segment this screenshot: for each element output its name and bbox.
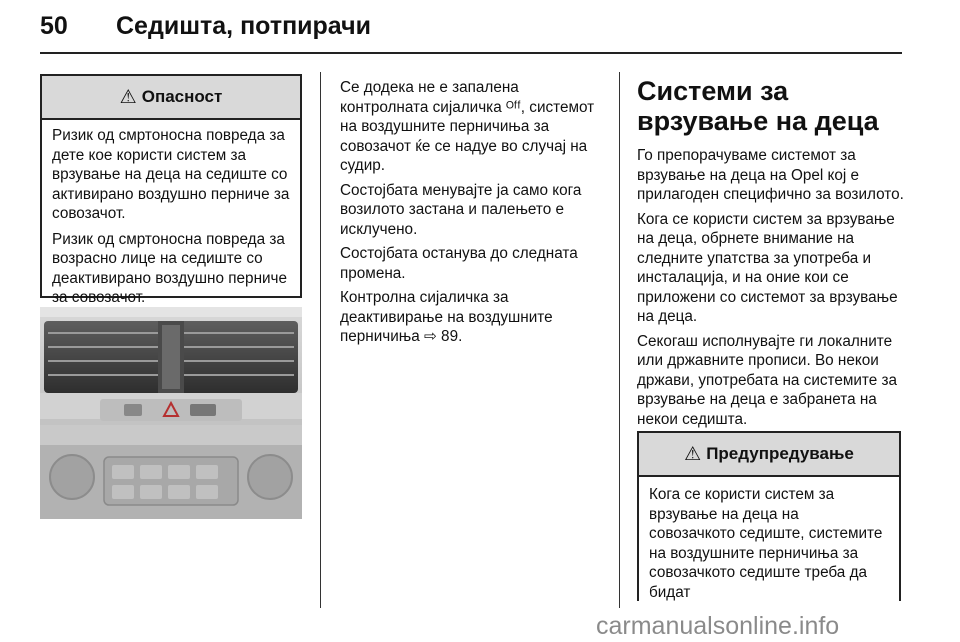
danger-paragraph: Ризик од смртоносна повреда за дете кое користи систем за врзување на деца на седиште со активирано воздушно перниче за совозачот.: [52, 127, 290, 222]
page-number: 50: [40, 12, 68, 40]
watermark: carmanualsonline.info: [596, 612, 840, 640]
warning-triangle-icon: ⚠: [119, 86, 137, 108]
warning-triangle-icon: ⚠: [684, 443, 702, 465]
danger-box: [40, 74, 302, 306]
body-paragraph: Контролна сијаличка за деактивирање на воздушните перничиња ⇨ 89.: [340, 289, 553, 345]
warning-box: [637, 431, 901, 601]
header-rule: [40, 52, 902, 54]
warning-paragraph: Кога се користи систем за врзување на деца на совозачкото седиште, системите на воздушните перничиња за совозачкото седиште треба да бидат: [649, 486, 883, 601]
page-title: Седишта, потпирачи: [116, 12, 371, 40]
body-paragraph: Кога се користи систем за врзување на деца, обрнете внимание на следните упатства за употреба и инсталација, и на оние кои се приложени со системот за врзување на деца.: [637, 210, 898, 325]
body-paragraph: Се додека не е запалена контролната сијаличка ᴼᶠᶠ, системот на воздушните перничиња за совозачот ќе се надуе во случај на судир.: [340, 79, 595, 174]
dashboard-photo: [40, 307, 302, 519]
column-divider-left: [320, 72, 321, 608]
column-divider-right: [619, 72, 620, 608]
middle-column: [340, 78, 608, 352]
danger-paragraph: Ризик од смртоносна повреда за возрасно лице на седиште со деактивирано воздушно перниче за совозачот.: [52, 230, 288, 306]
section-heading: Системи за врзување на деца: [637, 76, 879, 136]
body-paragraph: Состојбата останува до следната промена.: [340, 245, 578, 282]
body-paragraph: Состојбата менувајте ја само кога возилото застана и палењето е исклучено.: [340, 181, 582, 238]
right-column: [637, 146, 907, 434]
danger-box-body: [42, 120, 300, 318]
danger-box-header: [42, 76, 300, 120]
warning-box-header: [639, 433, 899, 477]
danger-box-title: Опасност: [141, 87, 223, 106]
body-paragraph: Секогаш исполнувајте ги локалните или државните прописи. Во некои држави, употребата на системите за врзување на деца е забранета на некои седишта.: [637, 332, 898, 428]
warning-box-title: Предупредување: [706, 444, 854, 463]
warning-box-body: [639, 477, 899, 612]
body-paragraph: Го препорачуваме системот за врзување на деца на Opel кој е прилагоден специфично за возилото.: [637, 147, 904, 203]
page-header: [40, 12, 920, 46]
